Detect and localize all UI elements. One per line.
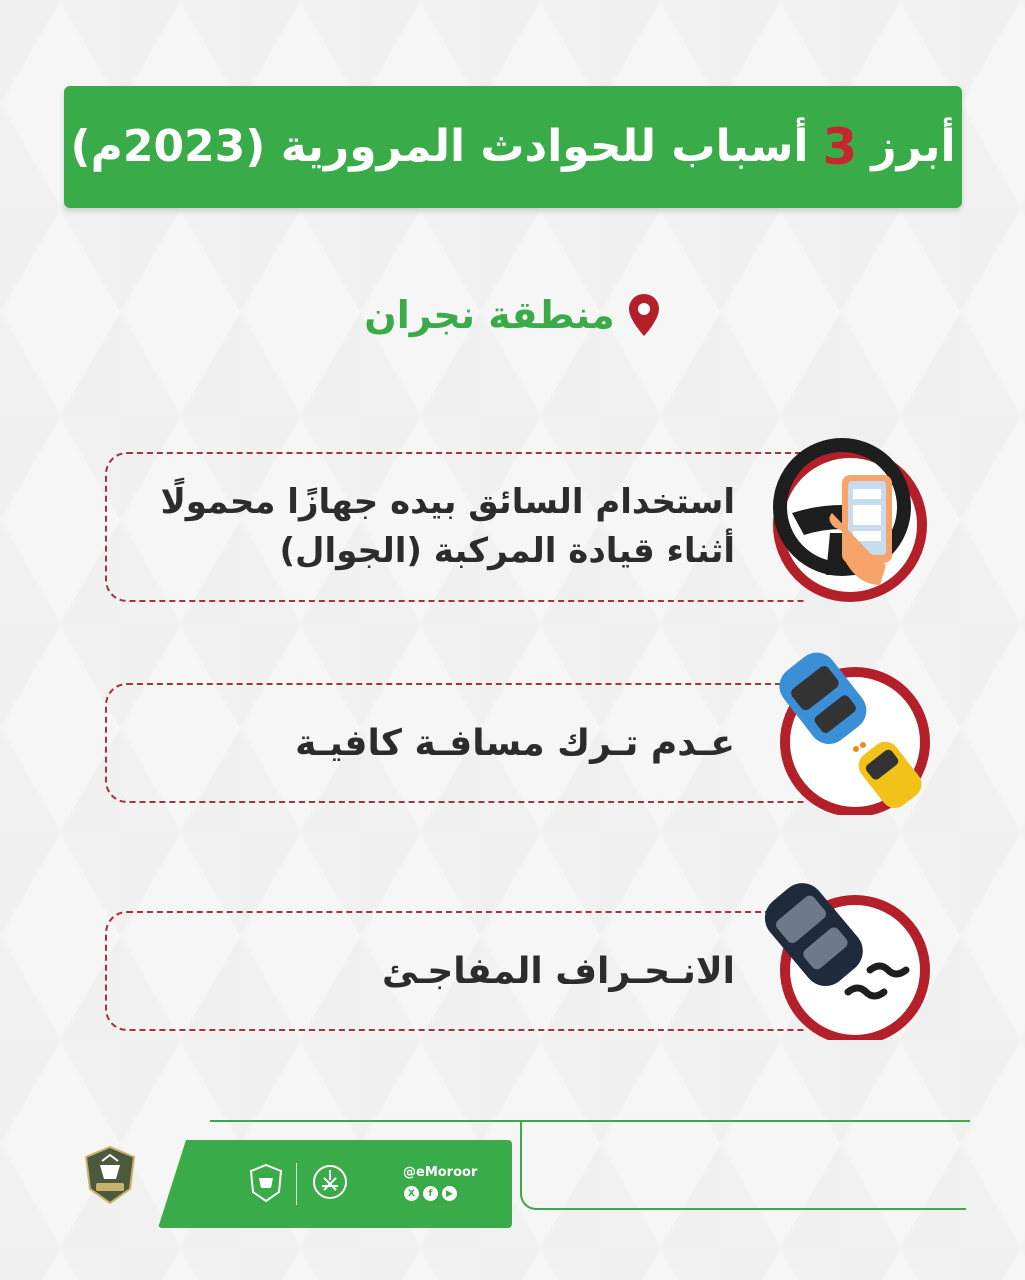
traffic-police-badge-icon [78,1143,142,1207]
ministry-of-interior-logo-icon [310,1162,350,1204]
social-links [404,1186,457,1201]
social-handle[interactable]: @eMoroor [403,1165,478,1180]
title-suffix: أسباب للحوادث المرورية (2023م) [70,121,809,172]
footer-divider [296,1163,297,1205]
region-name: منطقة نجران [364,293,615,337]
title-banner [64,86,962,208]
cause-item-3 [105,911,805,1031]
tailgating-cars-icon [760,645,930,815]
x-twitter-icon[interactable]: X [404,1186,419,1201]
title-number: 3 [822,118,858,176]
cause-item-2 [105,683,805,803]
facebook-icon[interactable]: f [423,1186,438,1201]
map-pin-icon [627,292,661,338]
phone-while-driving-icon [760,435,930,605]
footer-bottom-line [538,1208,966,1210]
youtube-icon[interactable]: ▶ [442,1186,457,1201]
cause-2-text: عـدم تـرك مسافـة كافيـة [295,722,735,764]
cause-item-1 [105,452,805,602]
cause-1-line-1: استخدام السائق بيده جهازًا محمولًا [160,481,735,522]
traffic-department-logo-icon [246,1162,286,1204]
sudden-swerve-car-icon [760,870,930,1040]
cause-1-line-2: أثناء قيادة المركبة (الجوال) [279,531,735,571]
region-label [300,280,725,350]
title-prefix: أبرز [871,121,956,172]
cause-3-text: الانـحـراف المفاجـئ [382,950,735,992]
footer-corner-line [520,1120,540,1210]
